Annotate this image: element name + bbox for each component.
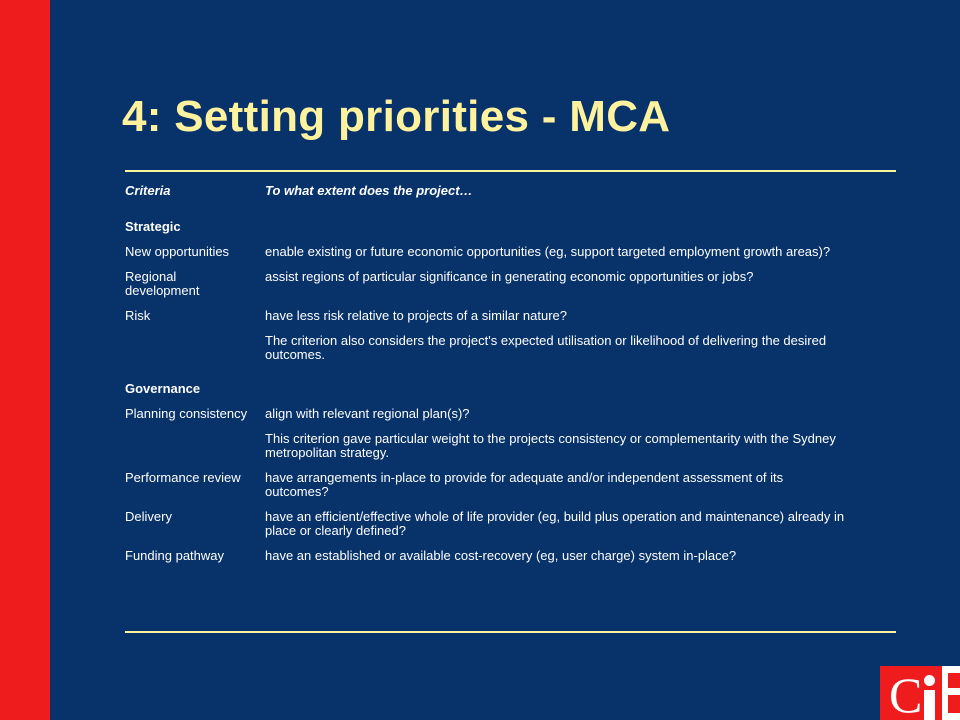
header-question: To what extent does the project… bbox=[265, 183, 473, 198]
table-row bbox=[125, 334, 845, 362]
table-row bbox=[125, 407, 845, 421]
table-row bbox=[125, 309, 845, 323]
criterion-description: align with relevant regional plan(s)? bbox=[265, 406, 470, 421]
table-row bbox=[125, 270, 845, 298]
logo-e-stem bbox=[942, 673, 948, 720]
logo-i-dot bbox=[924, 675, 935, 686]
criterion-note: This criterion gave particular weight to the projects consistency or complementarity with the Sydney metropolitan strategy. bbox=[265, 431, 836, 460]
slide-title: 4: Setting priorities - MCA bbox=[122, 92, 671, 141]
criterion-label: Risk bbox=[125, 308, 151, 323]
table-header-row bbox=[125, 184, 845, 198]
left-red-band bbox=[0, 0, 50, 720]
criterion-description: have arrangements in-place to provide for adequate and/or independent assessment of its outcomes? bbox=[265, 470, 784, 499]
criterion-label: Delivery bbox=[125, 509, 172, 524]
table-row bbox=[125, 549, 845, 563]
criterion-label: Regional development bbox=[125, 269, 200, 298]
criterion-label: New opportunities bbox=[125, 244, 230, 259]
table-row bbox=[125, 510, 845, 538]
table-row bbox=[125, 471, 845, 499]
logo-letter-c: C bbox=[889, 667, 923, 720]
criterion-description: assist regions of particular significance in generating economic opportunities or jobs? bbox=[265, 269, 754, 284]
table-row bbox=[125, 432, 845, 460]
criterion-label bbox=[125, 432, 265, 460]
criterion-label bbox=[125, 334, 265, 362]
top-divider bbox=[125, 170, 896, 172]
criterion-label: Planning consistency bbox=[125, 406, 248, 421]
criterion-description: have less risk relative to projects of a similar nature? bbox=[265, 308, 568, 323]
table-row bbox=[125, 245, 845, 259]
header-criteria: Criteria bbox=[125, 183, 171, 198]
criterion-description: have an established or available cost-recovery (eg, user charge) system in-place? bbox=[265, 548, 737, 563]
logo-i-stem bbox=[924, 690, 935, 720]
bottom-divider bbox=[125, 631, 896, 633]
cie-logo-icon bbox=[880, 666, 960, 720]
logo-e-top bbox=[942, 666, 960, 673]
section-heading-governance: Governance bbox=[125, 381, 201, 396]
criterion-description: enable existing or future economic opportunities (eg, support targeted employment growth areas)? bbox=[265, 244, 831, 259]
criterion-label: Performance review bbox=[125, 470, 241, 485]
criterion-description: have an efficient/effective whole of life provider (eg, build plus operation and maintenance) already in place or clearly defined? bbox=[265, 509, 845, 538]
criterion-label: Funding pathway bbox=[125, 548, 225, 563]
section-heading-strategic: Strategic bbox=[125, 219, 181, 234]
criterion-note: The criterion also considers the project's expected utilisation or likelihood of delivering the desired outcomes. bbox=[265, 333, 827, 362]
criteria-table bbox=[125, 184, 845, 563]
